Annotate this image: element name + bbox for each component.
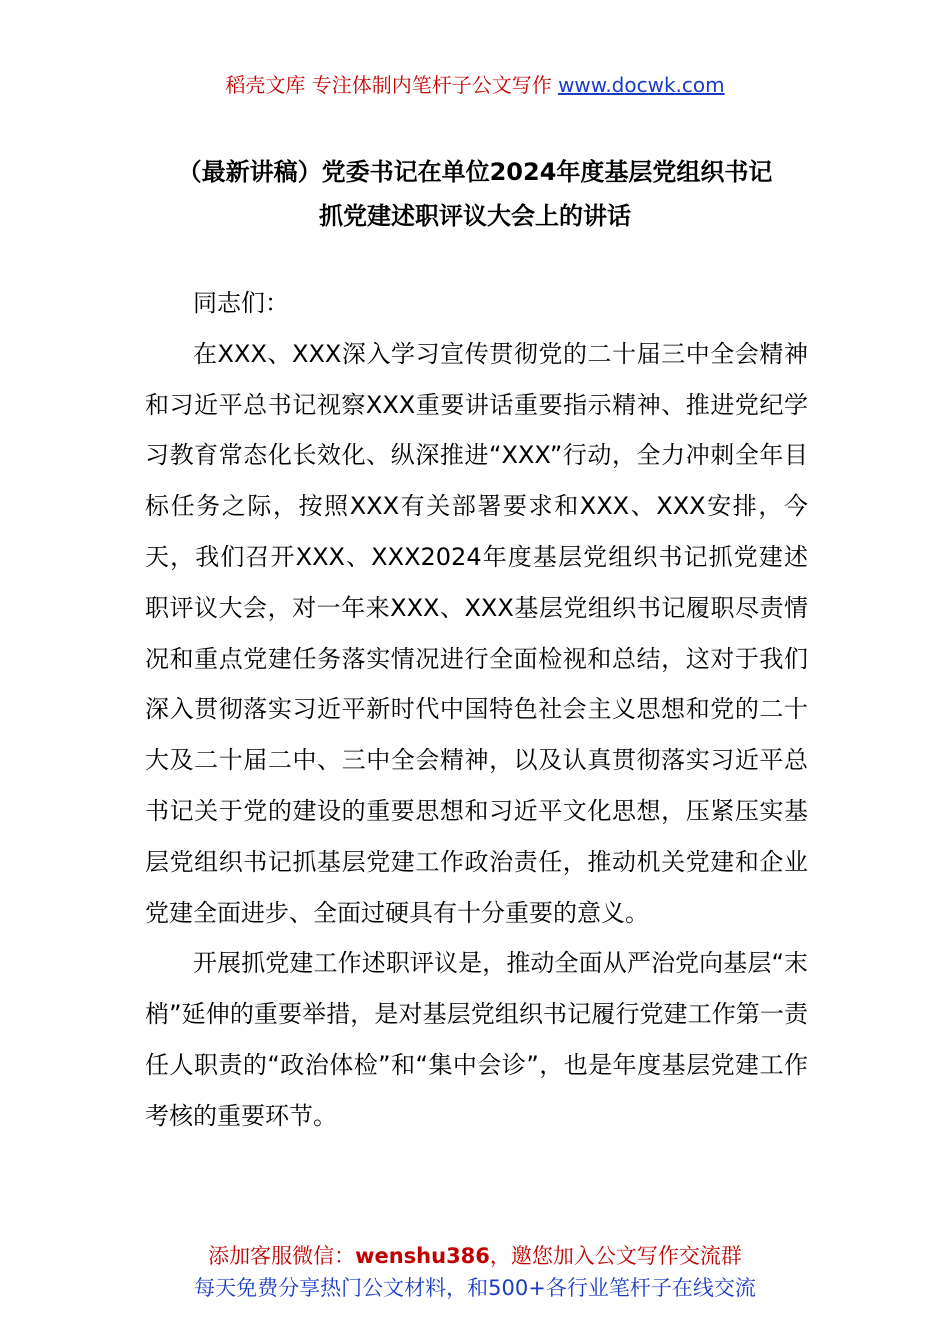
page-header <box>0 70 950 100</box>
header-brand: 稻壳文库 专注体制内笔杆子公文写作 <box>225 73 552 97</box>
body-paragraph-1: 在XXX、XXX深入学习宣传贯彻党的二十届三中全会精神和习近平总书记视察XXX重要讲话重要指示精神、推进党纪学习教育常态化长效化、纵深推进“XXX”行动，全力冲刺全年目标任务之际，按照XXX有关部署要求和XXX、XXX安排，今天，我们召开XXX、XXX2024年度基层党组织书记抓党建述职评议大会，对一年来XXX、XXX基层党组织书记履职尽责情况和重点党建任务落实情况进行全面检视和总结，这对于我们深入贯彻落实习近平新时代中国特色社会主义思想和党的二十大及二十届二中、三中全会精神，以及认真贯彻落实习近平总书记关于党的建设的重要思想和习近平文化思想，压紧压实基层党组织书记抓基层党建工作政治责任，推动机关党建和企业党建全面进步、全面过硬具有十分重要的意义。 <box>145 339 808 927</box>
title-line-1: （最新讲稿）党委书记在单位2024年度基层党组织书记 <box>177 158 773 186</box>
header-url-link[interactable]: www.docwk.com <box>558 73 725 97</box>
salutation: 同志们： <box>193 289 289 317</box>
footer-prefix: 添加客服微信： <box>208 1244 356 1268</box>
footer-line-2: 每天免费分享热门公文材料，和500+各行业笔杆子在线交流 <box>194 1276 756 1300</box>
document-title <box>120 150 830 238</box>
footer-suffix: ，邀您加入公文写作交流群 <box>489 1244 742 1268</box>
footer-line-1 <box>0 1240 950 1272</box>
body-paragraph-2: 开展抓党建工作述职评议是，推动全面从严治党向基层“末梢”延伸的重要举措，是对基层党组织书记履行党建工作第一责任人职责的“政治体检”和“集中会诊”，也是年度基层党建工作考核的重要环节。 <box>145 949 808 1130</box>
title-line-2: 抓党建述职评议大会上的讲话 <box>319 202 631 230</box>
footer-wechat-id: wenshu386 <box>355 1244 490 1268</box>
document-body <box>145 278 808 1142</box>
page-footer <box>0 1240 950 1304</box>
